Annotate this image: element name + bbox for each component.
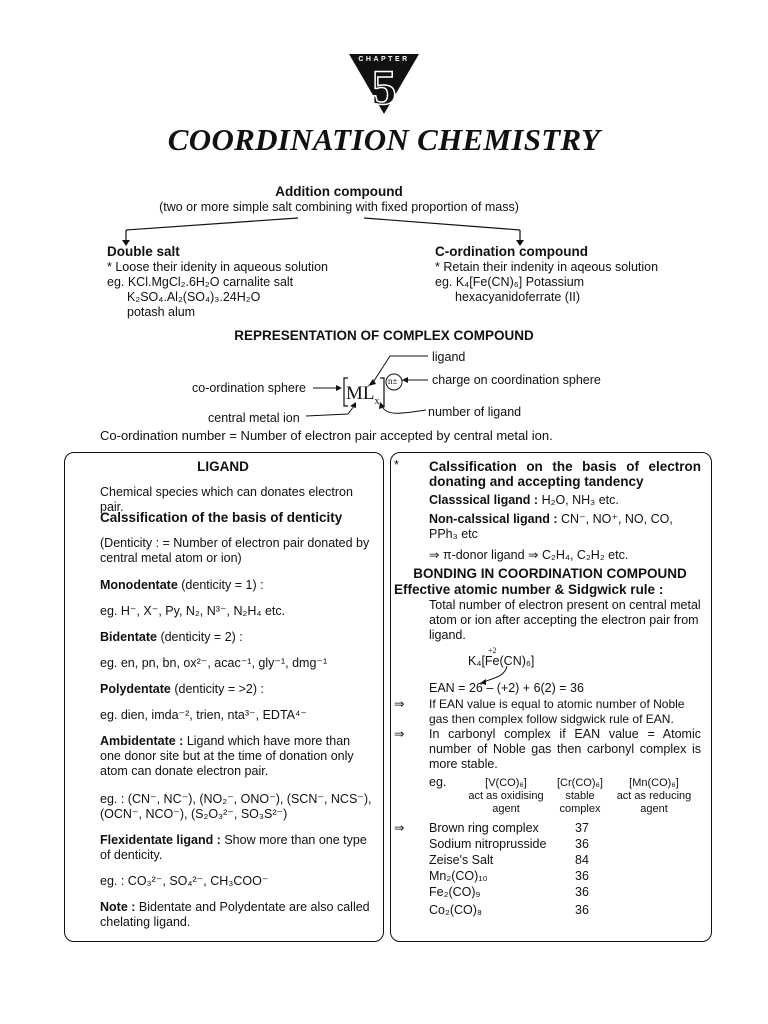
ean-row-name: Zeise's Salt [429, 853, 494, 867]
ean-row-value: 36 [575, 885, 589, 899]
classification-heading: Calssification on the basis of electron donating and accepting tandency [429, 459, 701, 489]
ean-row-value: 37 [575, 821, 589, 835]
bonding-heading: BONDING IN COORDINATION COMPOUND [413, 566, 687, 581]
label-charge: charge on coordination sphere [432, 373, 601, 387]
coord-compound-point: * Retain their indenity in aqeous solution [435, 260, 659, 274]
carbonyl-eg-label: eg. [429, 775, 447, 789]
ligand-heading: LIGAND [197, 459, 249, 474]
ean-heading: Effective atomic number & Sidgwick rule : [394, 582, 664, 597]
polydentate-eg: eg. dien, imda⁻², trien, nta³⁻, EDTA⁴⁻ [100, 708, 307, 722]
polydentate: Polydentate (denticity = >2) : [100, 682, 264, 696]
ean-row-name: Co₂(CO)₈ [429, 903, 483, 917]
coord-compound-eg2: hexacyanidoferrate (II) [455, 290, 581, 304]
coordination-number: Co-ordination number = Number of electron pair accepted by central metal ion. [100, 428, 553, 443]
ean-equation: EAN = 26 – (+2) + 6(2) = 36 [429, 681, 584, 695]
ean-definition: Total number of electron present on central metal atom or ion after accepting the electron pair from ligand. [429, 598, 701, 642]
ligand-definition: Chemical species which can donates electron pair. [100, 485, 353, 514]
addition-subtitle: (two or more simple salt combining with fixed proportion of mass) [159, 200, 519, 214]
pi-donor-ligand: ⇒ π-donor ligand ⇒ C₂H₄, C₂H₂ etc. [429, 548, 629, 562]
arrow-1: ⇒ [394, 697, 405, 711]
tree-arrows [120, 214, 540, 248]
non-classical-ligand: Non-calssical ligand : CN⁻, NO⁺, NO, CO, PPh₃ etc [429, 512, 673, 541]
monodentate-eg: eg. H⁻, X⁻, Py, N₂, N³⁻, N₂H₄ etc. [100, 604, 286, 618]
complex-charge: n± [388, 376, 398, 386]
carbonyl-v: [V(CO)₆] act as oxidising agent [468, 777, 544, 815]
denticity-classification: Calssification of the basis of denticity [100, 510, 343, 525]
ean-row-name: Sodium nitroprusside [429, 837, 547, 851]
ean-charge: +2 [488, 646, 497, 655]
arrow-3: ⇒ [394, 821, 405, 835]
page-title: COORDINATION CHEMISTRY [167, 122, 601, 157]
double-salt-heading: Double salt [107, 244, 180, 259]
ean-formula: K₄[Fe(CN)₆] [468, 654, 535, 668]
representation-heading: REPRESENTATION OF COMPLEX COMPOUND [234, 328, 534, 343]
flexidentate-eg: eg. : CO₃²⁻, SO₄²⁻, CH₃COO⁻ [100, 874, 269, 888]
double-salt-eg2: K₂SO₄.Al₂(SO₄)₃.24H₂O [127, 290, 261, 304]
chapter-label: CHAPTER [358, 56, 410, 63]
note: Note : Bidentate and Polydentate are also called chelating ligand. [100, 900, 370, 929]
double-salt-point: * Loose their idenity in aqueous solution [107, 260, 328, 274]
rule-2: In carbonyl complex if EAN value = Atomic number of Noble gas then carbonyl complex is more stable. [429, 727, 701, 771]
coord-compound-heading: C-ordination compound [435, 244, 588, 259]
ambidentate-eg: eg. : (CN⁻, NC⁻), (NO₂⁻, ONO⁻), (SCN⁻, NCS⁻), (OCN⁻, NCO⁻), (S₂O₃²⁻, SO₃S²⁻) [100, 792, 372, 821]
addition-heading: Addition compound [275, 184, 403, 199]
arrow-2: ⇒ [394, 727, 405, 741]
ambidentate: Ambidentate : Ligand which have more than one donor site but at the time of donation only atom can donate electron pair. [100, 734, 354, 778]
carbonyl-cr: [Cr(CO)₆] stable complex [557, 777, 603, 815]
label-ligand: ligand [432, 350, 466, 364]
label-sphere: co-ordination sphere [192, 381, 306, 395]
coord-compound-eg1: eg. K₄[Fe(CN)₆] Potassium [435, 275, 585, 289]
ean-row-value: 36 [575, 903, 589, 917]
bidentate: Bidentate (denticity = 2) : [100, 630, 243, 644]
ean-row-name: Brown ring complex [429, 821, 539, 835]
ligand-box [64, 452, 384, 942]
classification-bullet: * [394, 458, 399, 472]
ean-row-name: Fe₂(CO)₉ [429, 885, 481, 899]
ean-row-value: 84 [575, 853, 589, 867]
bidentate-eg: eg. en, pn, bn, ox²⁻, acac⁻¹, gly⁻¹, dmg⁻¹ [100, 656, 328, 670]
ean-row-value: 36 [575, 837, 589, 851]
rule-1: If EAN value is equal to atomic number of Noble gas then complex follow sidgwick rule of EAN. [429, 697, 685, 726]
chapter-number: 5 [371, 59, 397, 115]
classical-ligand: Classsical ligand : H₂O, NH₃ etc. [429, 493, 619, 507]
carbonyl-mn: [Mn(CO)₆] act as reducing agent [616, 777, 692, 815]
monodentate: Monodentate (denticity = 1) : [100, 578, 264, 592]
complex-formula: $ML_x$ [346, 383, 380, 407]
ean-row-name: Mn₂(CO)₁₀ [429, 869, 488, 883]
label-metal: central metal ion [208, 411, 300, 425]
double-salt-eg3: potash alum [127, 305, 196, 319]
double-salt-eg1: eg. KCl.MgCl₂.6H₂O carnalite salt [107, 275, 294, 289]
ean-row-value: 36 [575, 869, 589, 883]
flexidentate: Flexidentate ligand : Show more than one type of denticity. [100, 833, 367, 862]
label-number: number of ligand [428, 405, 522, 419]
denticity-definition: (Denticity : = Number of electron pair donated by central metal atom or ion) [100, 536, 370, 565]
